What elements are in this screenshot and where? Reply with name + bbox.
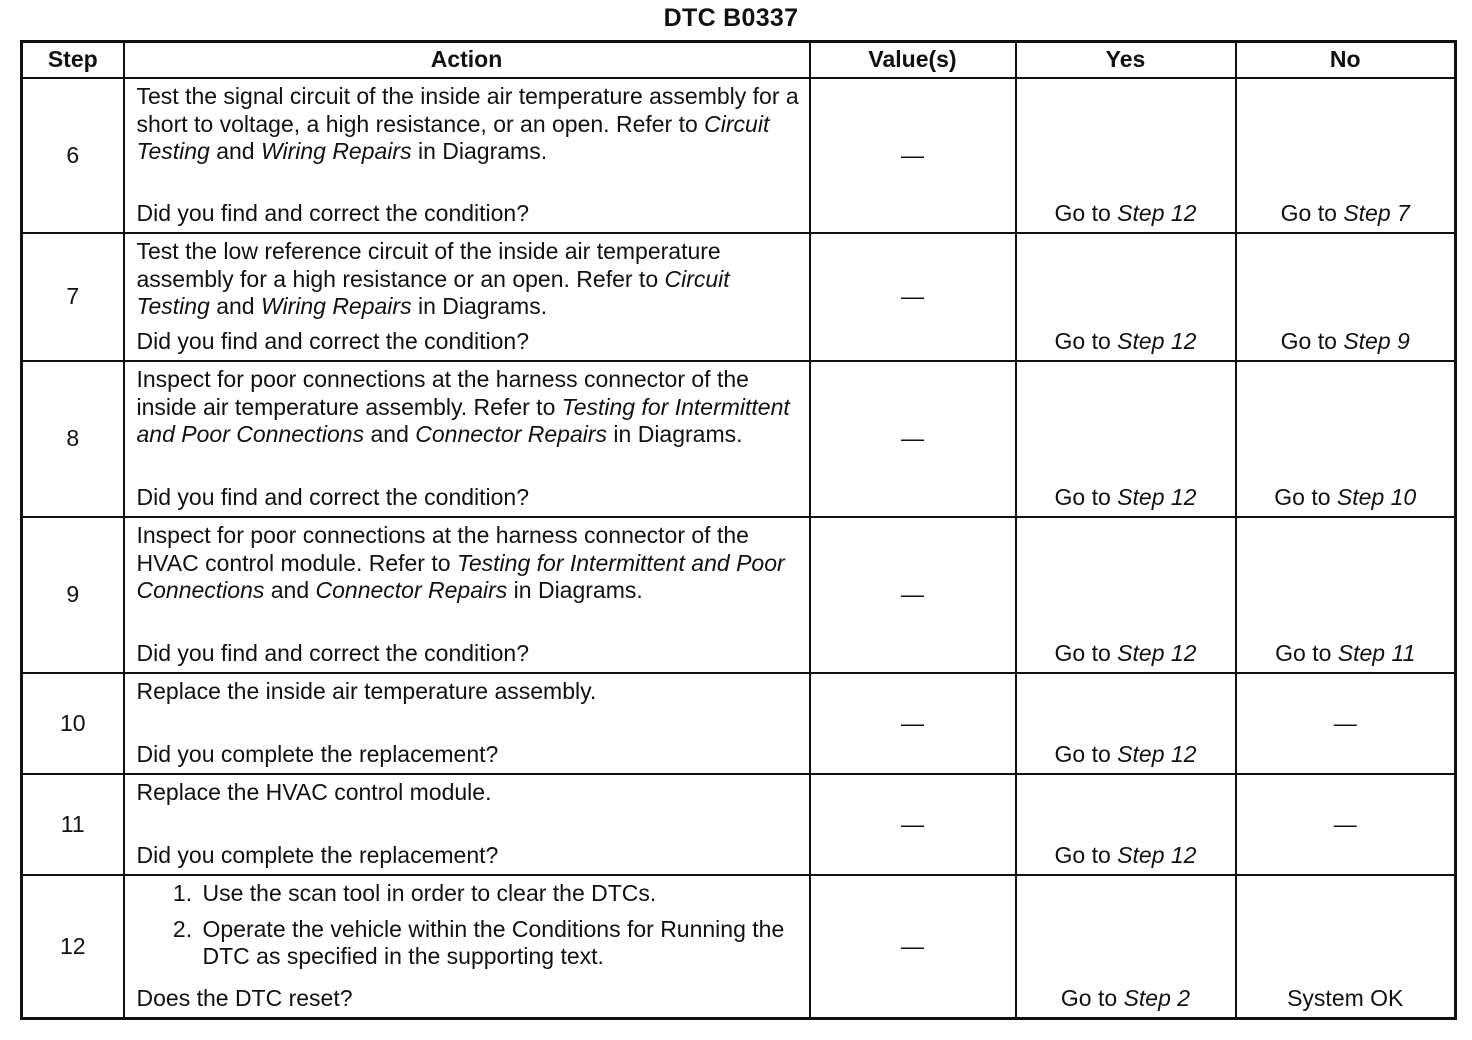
action-question: Did you complete the replacement? (136, 841, 499, 868)
value-cell: — (810, 774, 1016, 875)
dtc-table (20, 40, 1457, 1020)
reference-link: Circuit Testing (136, 110, 770, 164)
goto-step: Step 12 (1117, 483, 1197, 510)
reference-link: Connector Repairs (415, 421, 608, 447)
action-cell (124, 361, 810, 517)
no-cell: — (1236, 673, 1456, 774)
no-cell: Go to Step 10 (1236, 361, 1456, 517)
action-cell (124, 517, 810, 673)
goto-step: Step 10 (1336, 483, 1417, 510)
no-cell: Go to Step 11 (1236, 517, 1456, 673)
value-cell: — (810, 361, 1016, 517)
yes-cell: Go to Step 12 (1016, 233, 1236, 361)
step-number: 9 (22, 517, 124, 673)
action-question: Does the DTC reset? (136, 984, 353, 1011)
action-cell (124, 774, 810, 875)
action-question: Did you find and correct the condition? (136, 483, 530, 510)
page-title: DTC B0337 (663, 4, 799, 32)
yes-cell: Go to Step 12 (1016, 774, 1236, 875)
action-question: Did you find and correct the condition? (136, 199, 530, 226)
reference-link: Testing for Intermittent and Poor Connections (136, 393, 790, 447)
reference-link: Connector Repairs (315, 577, 508, 603)
action-text: Test the low reference circuit of the inside air temperature assembly for a high resistance or an open. Refer to Circuit Testing and Wiring Repairs in Diagrams. (136, 238, 730, 319)
step-number: 7 (22, 233, 124, 361)
action-question: Did you complete the replacement? (136, 740, 499, 767)
step-number: 11 (22, 774, 124, 875)
yes-cell: Go to Step 12 (1016, 673, 1236, 774)
no-cell: Go to Step 7 (1236, 78, 1456, 233)
reference-link: Wiring Repairs (260, 138, 412, 164)
reference-link: Wiring Repairs (260, 293, 412, 319)
no-cell: System OK (1236, 875, 1456, 1019)
value-cell: — (810, 673, 1016, 774)
step-number: 10 (22, 673, 124, 774)
goto-step: Step 12 (1117, 639, 1197, 666)
goto-step: Step 12 (1117, 327, 1197, 354)
header-no: No (1236, 42, 1456, 79)
goto-step: Step 2 (1123, 984, 1191, 1011)
header-yes: Yes (1016, 42, 1236, 79)
header-values: Value(s) (810, 42, 1016, 79)
header-step: Step (22, 42, 124, 79)
yes-cell: Go to Step 12 (1016, 517, 1236, 673)
action-cell (124, 875, 810, 1019)
reference-link: Circuit Testing (136, 265, 730, 319)
list-item: 1. Use the scan tool in order to clear the DTCs. (199, 880, 803, 908)
goto-step: Step 12 (1117, 841, 1197, 868)
table-row (22, 361, 1456, 517)
action-question: Did you find and correct the condition? (136, 639, 530, 666)
table-row (22, 774, 1456, 875)
action-text: Inspect for poor connections at the harness connector of the HVAC control module. Refer to Testing for Intermittent and Poor Connections and Connector Repairs in Diagrams. (136, 522, 785, 603)
yes-cell: Go to Step 12 (1016, 361, 1236, 517)
action-cell (124, 673, 810, 774)
yes-cell: Go to Step 2 (1016, 875, 1236, 1019)
step-number: 8 (22, 361, 124, 517)
goto-step: Step 11 (1337, 639, 1416, 666)
table-row (22, 875, 1456, 1019)
value-cell: — (810, 78, 1016, 233)
header-action: Action (124, 42, 810, 79)
action-text: Test the signal circuit of the inside air temperature assembly for a short to voltage, a high resistance, or an open. Refer to Circuit Testing and Wiring Repairs in Diagrams. (136, 83, 799, 164)
value-cell: — (810, 233, 1016, 361)
value-cell: — (810, 517, 1016, 673)
table-row (22, 78, 1456, 233)
reference-link: Testing for Intermittent and Poor Connections (136, 549, 785, 603)
no-cell: Go to Step 9 (1236, 233, 1456, 361)
goto-step: Step 9 (1343, 327, 1410, 354)
goto-step: Step 7 (1343, 199, 1410, 226)
yes-cell: Go to Step 12 (1016, 78, 1236, 233)
action-cell (124, 78, 810, 233)
action-text: Inspect for poor connections at the harness connector of the inside air temperature assembly. Refer to Testing for Intermittent and Poor Connections and Connector Repairs in Diagrams. (136, 366, 790, 447)
procedure-list (137, 880, 803, 979)
action-text: Replace the HVAC control module. (136, 779, 492, 805)
step-number: 12 (22, 875, 124, 1019)
no-cell: — (1236, 774, 1456, 875)
value-cell: — (810, 875, 1016, 1019)
header-row (22, 42, 1456, 79)
table-row (22, 233, 1456, 361)
list-item: 2. Operate the vehicle within the Conditions for Running the DTC as specified in the supporting text. (199, 916, 803, 971)
action-question: Did you find and correct the condition? (136, 327, 530, 354)
goto-step: Step 12 (1117, 740, 1197, 767)
step-number: 6 (22, 78, 124, 233)
action-text: Replace the inside air temperature assembly. (136, 678, 597, 704)
table-row (22, 673, 1456, 774)
goto-step: Step 12 (1117, 199, 1197, 226)
table-row (22, 517, 1456, 673)
action-cell (124, 233, 810, 361)
